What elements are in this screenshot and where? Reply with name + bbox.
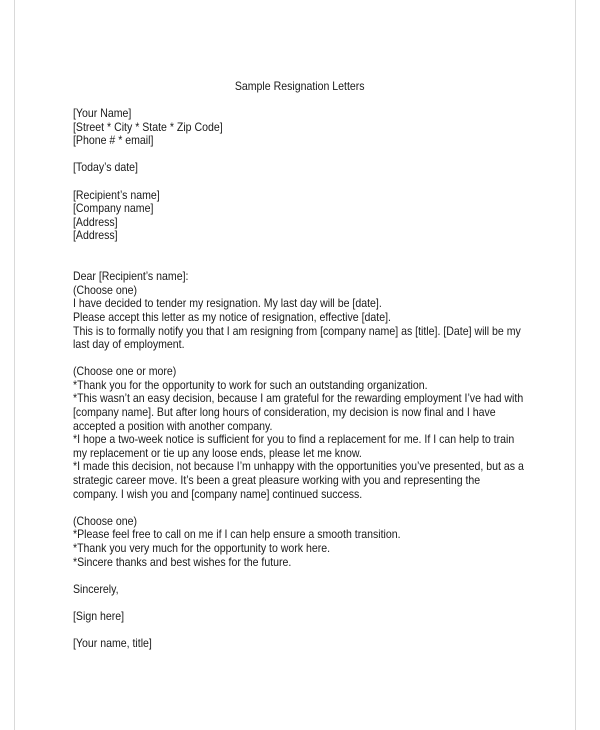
paragraph-line: *I made this decision, not because I’m unhappy with the opportunities you’ve presented, but as a: [73, 459, 524, 474]
paragraph-line: accepted a position with another company.: [73, 418, 273, 433]
signature-placeholder: [Sign here]: [73, 608, 125, 623]
paragraph-line: *Thank you for the opportunity to work for such an outstanding organization.: [73, 377, 428, 392]
paragraph-line: *I hope a two-week notice is sufficient for you to find a replacement for me. If I can help to train: [73, 432, 515, 447]
document-title-text: Sample Resignation Letters: [235, 79, 365, 93]
paragraph-line: last day of employment.: [73, 337, 185, 352]
paragraph-3: [73, 515, 524, 569]
name-title-placeholder: [Your name, title]: [73, 636, 152, 651]
paragraph-1: [73, 284, 524, 352]
paragraph-line: (Choose one): [73, 282, 137, 297]
paragraph-line: [company name]. But after long hours of consideration, my decision is now final and I have: [73, 405, 496, 420]
sender-block: [73, 107, 524, 148]
paragraph-line: *Sincere thanks and best wishes for the future.: [73, 554, 292, 569]
paragraph-line: *Thank you very much for the opportunity to work here.: [73, 541, 331, 555]
document-title: [0, 79, 600, 93]
paragraph-line: Please accept this letter as my notice of resignation, effective [date].: [73, 309, 391, 324]
recipient-address-1: [Address]: [73, 214, 118, 229]
paragraph-line: This is to formally notify you that I am resigning from [company name] as [title]. [Date] will be my: [73, 323, 521, 338]
recipient-address-2: [Address]: [73, 228, 118, 243]
recipient-name: [Recipient’s name]: [73, 187, 160, 202]
letter-body: [73, 107, 524, 651]
paragraph-line: strategic career move. It’s been a great pleasure working with you and representing the: [73, 473, 481, 488]
paragraph-line: *This wasn’t an easy decision, because I am grateful for the rewarding employment I’ve had with: [73, 391, 524, 406]
sender-address: [Street * City * State * Zip Code]: [73, 119, 223, 134]
sender-name: [Your Name]: [73, 106, 132, 120]
closing: Sincerely,: [73, 581, 119, 596]
salutation: Dear [Recipient’s name]:: [73, 269, 189, 284]
paragraph-line: *Please feel free to call on me if I can help ensure a smooth transition.: [73, 527, 401, 542]
paragraph-line: I have decided to tender my resignation. My last day will be [date].: [73, 296, 382, 311]
recipient-company: [Company name]: [73, 201, 154, 216]
paragraph-2: [73, 365, 524, 501]
sender-contact: [Phone # * email]: [73, 133, 154, 148]
letter-date: [Today’s date]: [73, 160, 138, 175]
paragraph-line: (Choose one): [73, 513, 137, 528]
paragraph-line: (Choose one or more): [73, 364, 177, 379]
paragraph-line: company. I wish you and [company name] continued success.: [73, 486, 363, 501]
paragraph-line: my replacement or tie up any loose ends, please let me know.: [73, 445, 362, 460]
recipient-block: [73, 189, 524, 243]
